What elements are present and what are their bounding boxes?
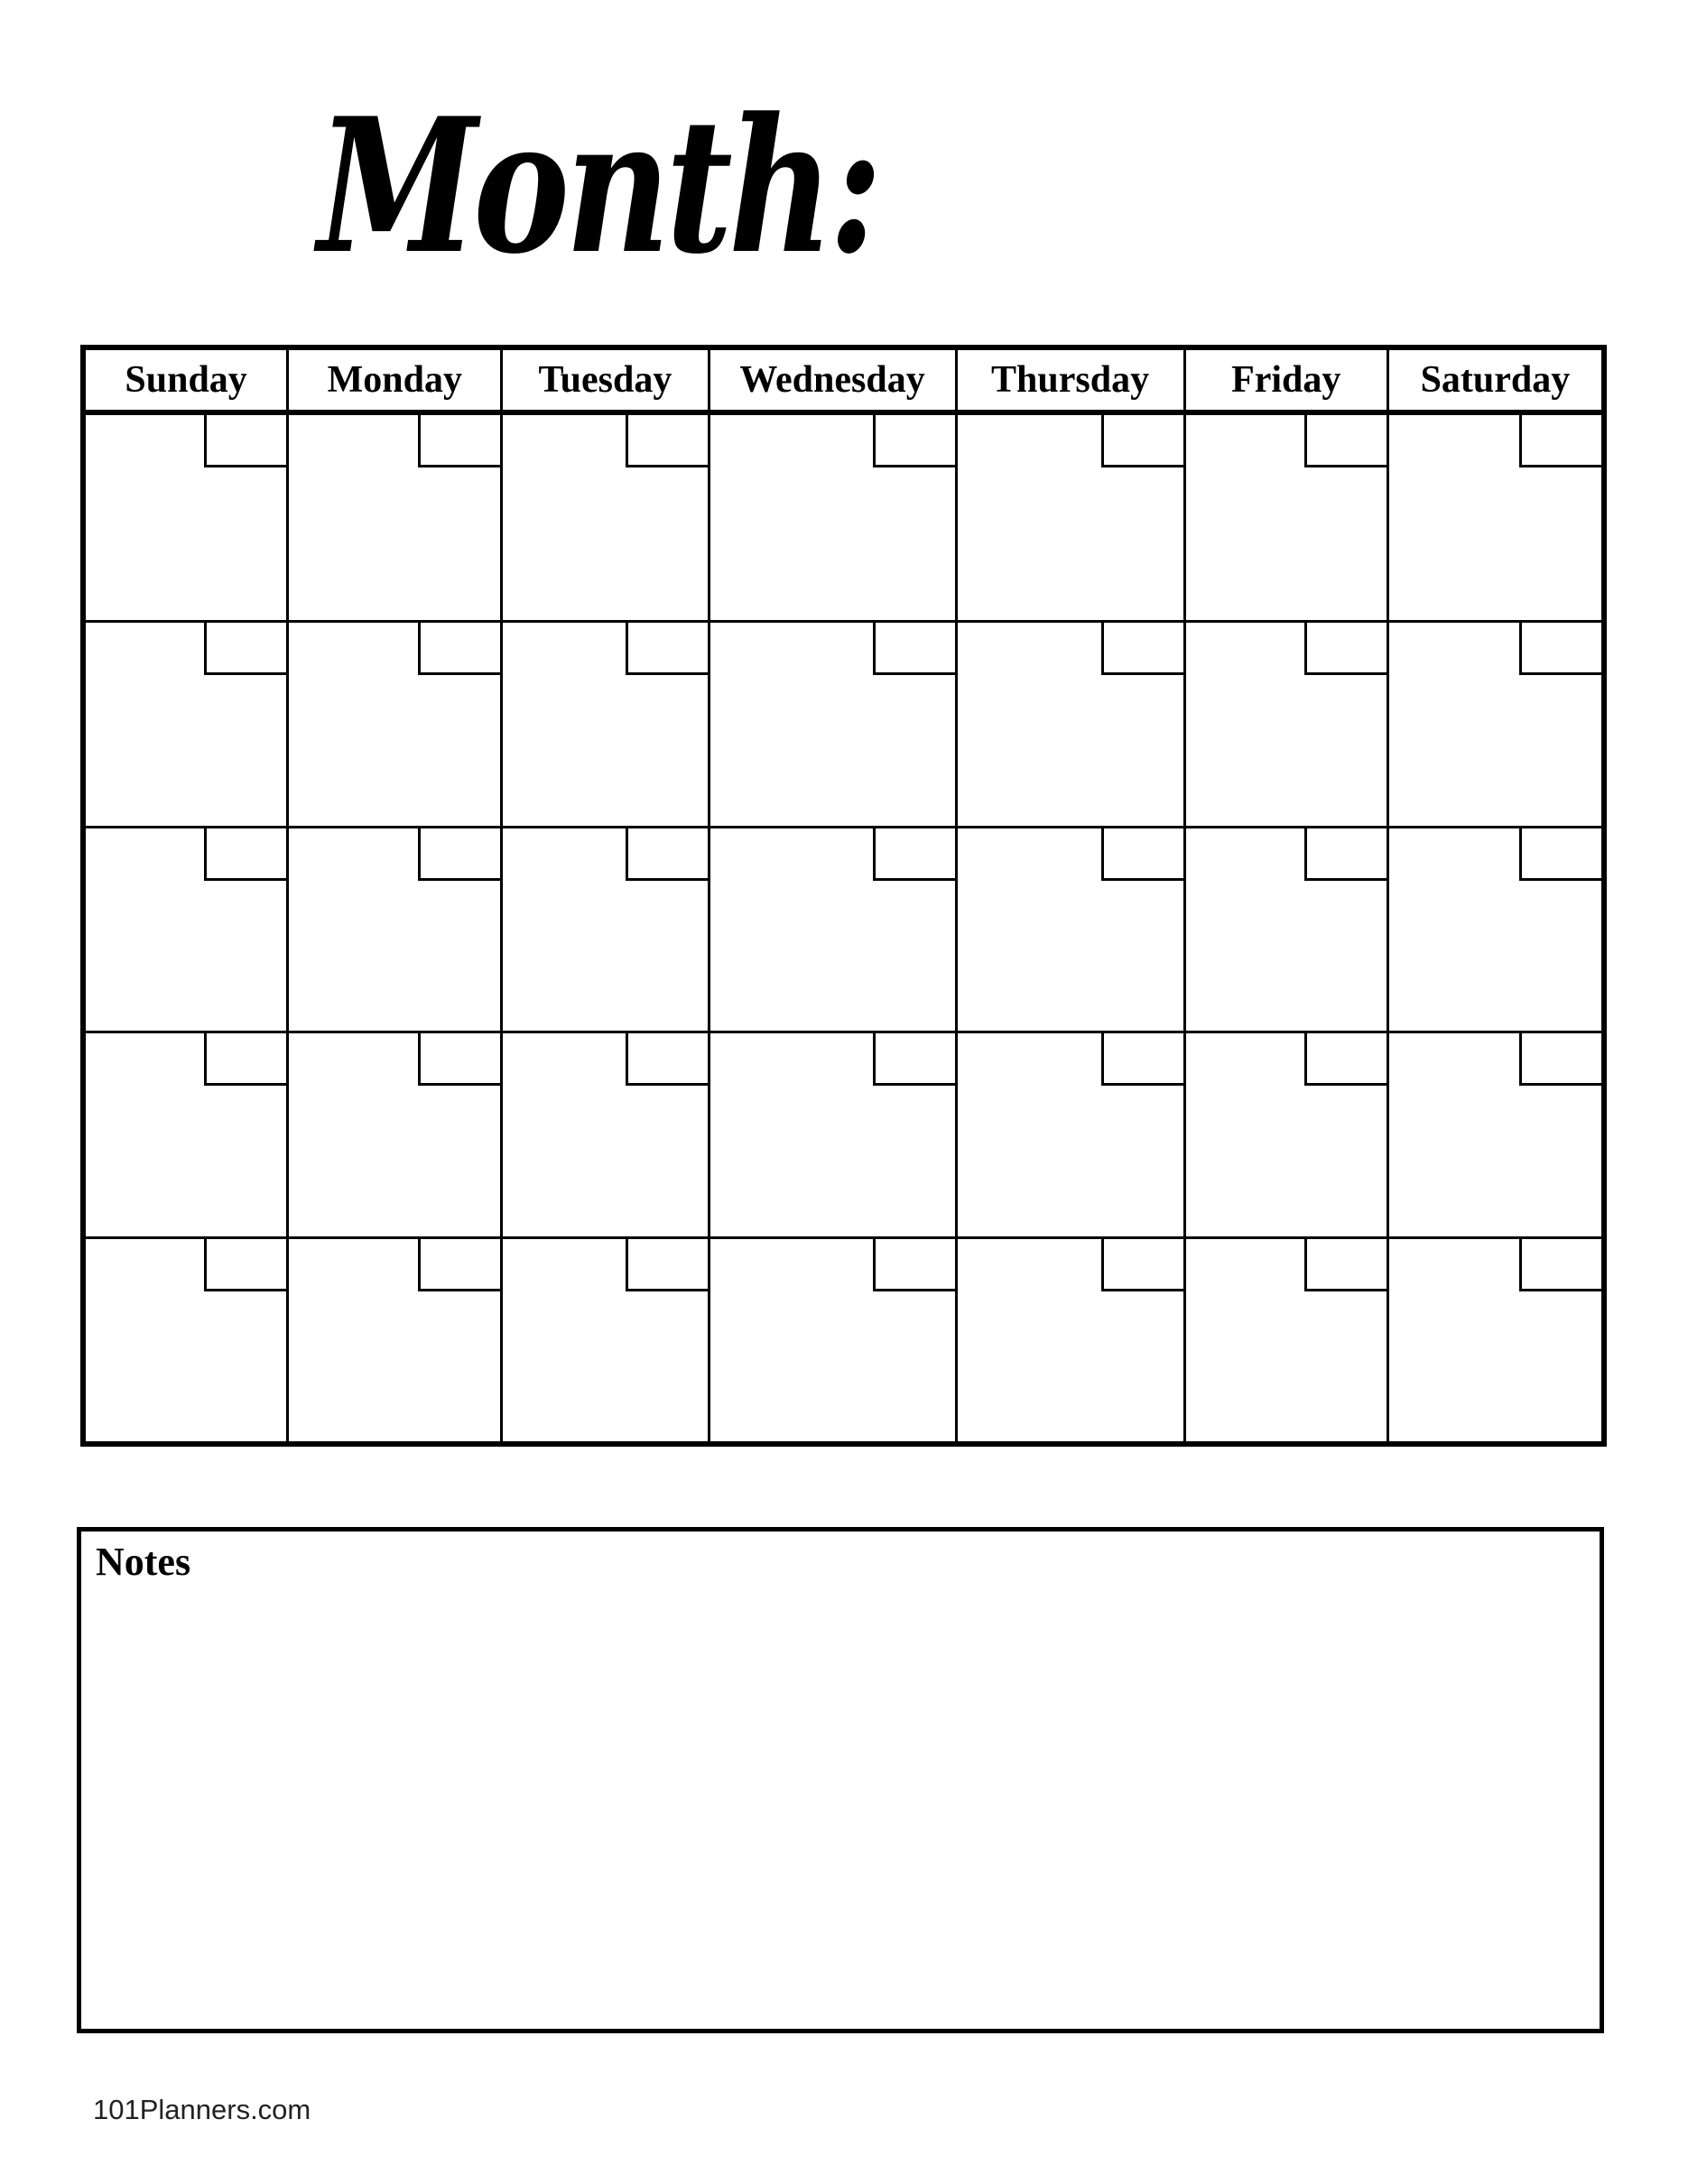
date-box (873, 1239, 955, 1291)
day-cell (1183, 620, 1387, 825)
date-box (1101, 1239, 1183, 1291)
day-cell (708, 415, 955, 620)
date-box (1101, 1033, 1183, 1086)
day-header-wednesday: Wednesday (708, 350, 955, 410)
day-header-monday: Monday (286, 350, 500, 410)
date-box (626, 623, 708, 675)
calendar-table (80, 345, 1607, 1447)
day-cell (955, 1236, 1183, 1441)
date-box (626, 415, 708, 467)
date-box (626, 828, 708, 881)
day-cell (1387, 826, 1601, 1031)
date-box (204, 1239, 286, 1291)
day-cell (1387, 415, 1601, 620)
day-cell (500, 826, 707, 1031)
date-box (626, 1033, 708, 1086)
day-cell (1387, 1031, 1601, 1235)
day-cell (86, 1236, 286, 1441)
day-cell (500, 620, 707, 825)
day-cell (955, 826, 1183, 1031)
day-cell (286, 415, 500, 620)
date-box (1519, 828, 1601, 881)
day-cell (500, 415, 707, 620)
date-box (1519, 1033, 1601, 1086)
date-box (1304, 623, 1387, 675)
day-cell (286, 1236, 500, 1441)
date-box (1304, 1033, 1387, 1086)
day-cell (1183, 1236, 1387, 1441)
notes-label: Notes (96, 1540, 191, 1584)
day-cell (955, 1031, 1183, 1235)
date-box (1519, 415, 1601, 467)
day-cell (955, 415, 1183, 620)
date-box (204, 1033, 286, 1086)
day-cell (500, 1236, 707, 1441)
date-box (1101, 828, 1183, 881)
calendar-body (86, 415, 1601, 1441)
notes-box (77, 1527, 1604, 2033)
date-box (418, 623, 500, 675)
date-box (1101, 623, 1183, 675)
day-header-saturday: Saturday (1387, 350, 1601, 410)
day-cell (708, 826, 955, 1031)
day-cell (1183, 826, 1387, 1031)
date-box (418, 1239, 500, 1291)
footer-site-name: 101Planners.com (93, 2094, 311, 2125)
date-box (1304, 1239, 1387, 1291)
day-header-thursday: Thursday (955, 350, 1183, 410)
day-cell (86, 415, 286, 620)
day-header-sunday: Sunday (125, 359, 247, 401)
date-box (1304, 828, 1387, 881)
date-box (204, 828, 286, 881)
date-box (873, 828, 955, 881)
day-cell (286, 1031, 500, 1235)
day-cell (86, 1031, 286, 1235)
date-box (873, 623, 955, 675)
calendar-header-row (86, 350, 1601, 415)
date-box (204, 623, 286, 675)
day-cell (1183, 415, 1387, 620)
date-box (1519, 1239, 1601, 1291)
day-cell (286, 826, 500, 1031)
day-header-friday: Friday (1183, 350, 1387, 410)
date-box (1519, 623, 1601, 675)
date-box (1101, 415, 1183, 467)
date-box (873, 415, 955, 467)
date-box (626, 1239, 708, 1291)
day-cell (1387, 620, 1601, 825)
date-box (204, 415, 286, 467)
date-box (1304, 415, 1387, 467)
day-cell (500, 1031, 707, 1235)
date-box (418, 828, 500, 881)
month-title: Month: (318, 79, 878, 295)
day-cell (1183, 1031, 1387, 1235)
day-cell (1387, 1236, 1601, 1441)
day-cell (708, 620, 955, 825)
day-cell (86, 620, 286, 825)
date-box (418, 415, 500, 467)
day-header-tuesday: Tuesday (500, 350, 707, 410)
date-box (873, 1033, 955, 1086)
day-cell (708, 1236, 955, 1441)
date-box (418, 1033, 500, 1086)
day-cell (286, 620, 500, 825)
day-cell (86, 826, 286, 1031)
day-cell (955, 620, 1183, 825)
day-cell (708, 1031, 955, 1235)
